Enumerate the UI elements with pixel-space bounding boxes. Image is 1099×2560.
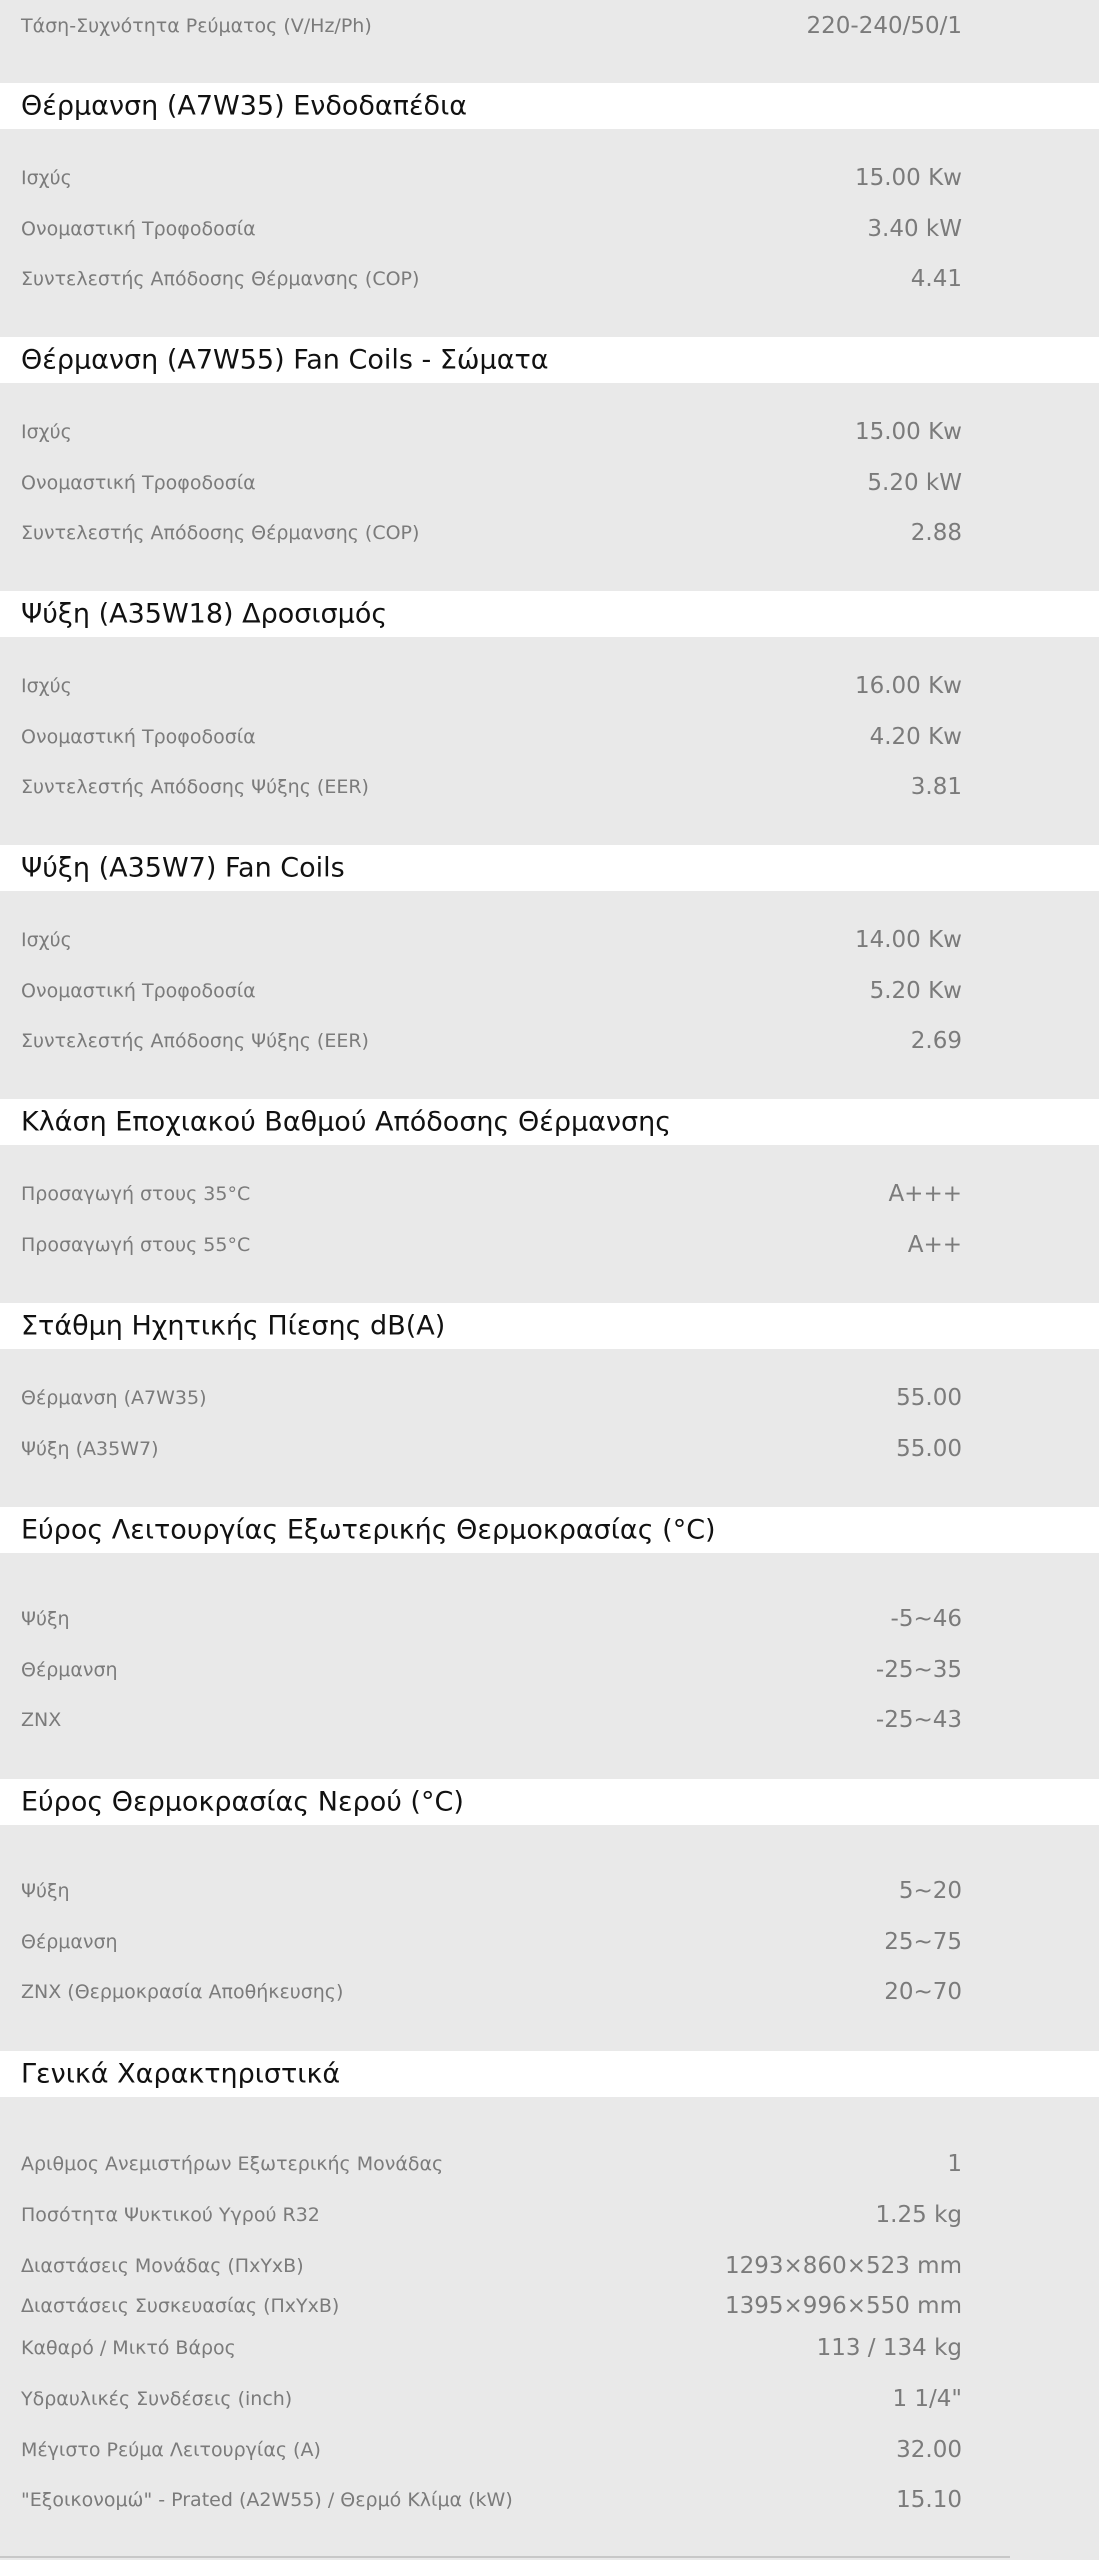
section-body-seasonal-class xyxy=(0,1145,1099,1303)
spec-label: Μέγιστο Ρεύμα Λειτουργίας (A) xyxy=(21,2439,321,2461)
spec-label: Υδραυλικές Συνδέσεις (inch) xyxy=(21,2388,293,2410)
spec-label: Θέρμανση (A7W35) xyxy=(21,1387,207,1409)
spec-row xyxy=(0,1927,1099,1957)
section-body-cooling-a35w7 xyxy=(0,891,1099,1099)
voltage-frequency-block xyxy=(0,0,1099,83)
spec-row xyxy=(0,1230,1099,1260)
spec-value: 1395×996×550 mm xyxy=(725,2293,962,2319)
spec-label: Συντελεστής Απόδοσης Θέρμανσης (COP) xyxy=(21,522,420,544)
spec-value: 5.20 kW xyxy=(867,470,962,496)
spec-label: ZNX xyxy=(21,1709,62,1731)
section-header-water-temp-range xyxy=(0,1779,1099,1825)
spec-row xyxy=(0,2200,1099,2230)
spec-label: "Εξοικονομώ" - Prated (A2W55) / Θερμό Κλίμα (kW) xyxy=(21,2489,513,2511)
section-title: Εύρος Λειτουργίας Εξωτερικής Θερμοκρασίας (°C) xyxy=(21,1514,716,1546)
section-header-cooling-a35w7 xyxy=(0,845,1099,891)
spec-label: Ψύξη xyxy=(21,1880,70,1902)
spec-value: 3.40 kW xyxy=(867,216,962,242)
section-header-general-features xyxy=(0,2051,1099,2097)
spec-label: Διαστάσεις Μονάδας (ΠxΥxΒ) xyxy=(21,2255,304,2277)
spec-row xyxy=(0,1705,1099,1735)
spec-label: Ονομαστική Τροφοδοσία xyxy=(21,472,256,494)
spec-value: -25~35 xyxy=(875,1657,962,1683)
spec-label: Τάση-Συχνότητα Ρεύματος (V/Hz/Ph) xyxy=(21,15,372,37)
section-body-cooling-a35w18 xyxy=(0,637,1099,845)
spec-value: 2.88 xyxy=(910,520,962,546)
spec-value: A++ xyxy=(907,1232,962,1258)
spec-row xyxy=(0,518,1099,548)
section-title: Γενικά Χαρακτηριστικά xyxy=(21,2058,341,2090)
spec-value: 113 / 134 kg xyxy=(816,2335,962,2361)
spec-label: Ψύξη (A35W7) xyxy=(21,1438,159,1460)
spec-label: ZNX (Θερμοκρασία Αποθήκευσης) xyxy=(21,1981,344,2003)
section-header-outdoor-temp-range xyxy=(0,1507,1099,1553)
spec-row xyxy=(0,2435,1099,2465)
section-body-heating-a7w55 xyxy=(0,383,1099,591)
spec-label: Ισχύς xyxy=(21,675,72,697)
spec-label: Ισχύς xyxy=(21,421,72,443)
spec-row xyxy=(0,2149,1099,2179)
spec-label: Ισχύς xyxy=(21,167,72,189)
spec-row xyxy=(0,2251,1099,2281)
spec-row xyxy=(0,468,1099,498)
spec-label: Θέρμανση xyxy=(21,1931,118,1953)
spec-label: Ονομαστική Τροφοδοσία xyxy=(21,218,256,240)
spec-value: 32.00 xyxy=(896,2437,962,2463)
spec-row xyxy=(0,417,1099,447)
spec-label: Συντελεστής Απόδοσης Ψύξης (EER) xyxy=(21,1030,369,1052)
spec-row-voltage-frequency xyxy=(0,11,1099,41)
section-header-seasonal-class xyxy=(0,1099,1099,1145)
spec-row xyxy=(0,1434,1099,1464)
section-body-water-temp-range xyxy=(0,1825,1099,2051)
spec-value: 1 1/4" xyxy=(892,2386,962,2412)
spec-value: 5.20 Kw xyxy=(869,978,962,1004)
spec-row xyxy=(0,1179,1099,1209)
spec-row xyxy=(0,772,1099,802)
spec-row xyxy=(0,976,1099,1006)
spec-row xyxy=(0,2384,1099,2414)
section-header-sound-pressure xyxy=(0,1303,1099,1349)
spec-value: 4.20 Kw xyxy=(869,724,962,750)
spec-row xyxy=(0,2485,1099,2515)
spec-value: 55.00 xyxy=(896,1436,962,1462)
spec-label: Ονομαστική Τροφοδοσία xyxy=(21,980,256,1002)
spec-label: Αριθμος Ανεμιστήρων Εξωτερικής Μονάδας xyxy=(21,2153,444,2175)
spec-label: Συντελεστής Απόδοσης Ψύξης (EER) xyxy=(21,776,369,798)
spec-row xyxy=(0,1977,1099,2007)
spec-value: 1 xyxy=(947,2151,962,2177)
spec-value: -5~46 xyxy=(890,1606,962,1632)
spec-value: 3.81 xyxy=(910,774,962,800)
spec-value: 1.25 kg xyxy=(875,2202,962,2228)
spec-value: 25~75 xyxy=(884,1929,962,1955)
spec-row xyxy=(0,1604,1099,1634)
bottom-divider xyxy=(0,2556,1010,2558)
section-header-heating-a7w35 xyxy=(0,83,1099,129)
section-header-cooling-a35w18 xyxy=(0,591,1099,637)
section-body-sound-pressure xyxy=(0,1349,1099,1507)
section-title: Ψύξη (A35W7) Fan Coils xyxy=(21,852,345,884)
spec-row xyxy=(0,2333,1099,2363)
spec-label: Ισχύς xyxy=(21,929,72,951)
section-body-general-features xyxy=(0,2097,1099,2560)
spec-value: 15.00 Kw xyxy=(854,165,962,191)
spec-value: 220-240/50/1 xyxy=(806,13,962,39)
spec-value: 5~20 xyxy=(898,1878,962,1904)
spec-label: Διαστάσεις Συσκευασίας (ΠxΥxΒ) xyxy=(21,2295,340,2317)
spec-label: Ψύξη xyxy=(21,1608,70,1630)
spec-row xyxy=(0,214,1099,244)
spec-value: 15.00 Kw xyxy=(854,419,962,445)
spec-row xyxy=(0,1383,1099,1413)
spec-label: Ποσότητα Ψυκτικού Υγρού R32 xyxy=(21,2204,320,2226)
spec-value: 1293×860×523 mm xyxy=(725,2253,962,2279)
spec-row xyxy=(0,671,1099,701)
spec-row xyxy=(0,1026,1099,1056)
spec-row xyxy=(0,1655,1099,1685)
spec-value: -25~43 xyxy=(875,1707,962,1733)
section-body-outdoor-temp-range xyxy=(0,1553,1099,1779)
spec-row xyxy=(0,722,1099,752)
spec-value: 14.00 Kw xyxy=(854,927,962,953)
spec-value: A+++ xyxy=(888,1181,962,1207)
section-body-heating-a7w35 xyxy=(0,129,1099,337)
spec-row xyxy=(0,163,1099,193)
section-title: Εύρος Θερμοκρασίας Νερού (°C) xyxy=(21,1786,464,1818)
spec-value: 55.00 xyxy=(896,1385,962,1411)
spec-row xyxy=(0,925,1099,955)
section-title: Κλάση Εποχιακού Βαθμού Απόδοσης Θέρμανσης xyxy=(21,1106,672,1138)
spec-label: Θέρμανση xyxy=(21,1659,118,1681)
spec-value: 16.00 Kw xyxy=(854,673,962,699)
spec-label: Προσαγωγή στους 55°C xyxy=(21,1234,251,1256)
spec-value: 15.10 xyxy=(896,2487,962,2513)
spec-row xyxy=(0,2291,1099,2321)
section-title: Ψύξη (A35W18) Δροσισμός xyxy=(21,598,388,630)
section-title: Θέρμανση (A7W35) Ενδοδαπέδια xyxy=(21,90,468,122)
spec-value: 20~70 xyxy=(884,1979,962,2005)
section-title: Θέρμανση (A7W55) Fan Coils - Σώματα xyxy=(21,344,549,376)
spec-row xyxy=(0,264,1099,294)
section-title: Στάθμη Ηχητικής Πίεσης dB(A) xyxy=(21,1310,446,1342)
spec-row xyxy=(0,1876,1099,1906)
spec-label: Συντελεστής Απόδοσης Θέρμανσης (COP) xyxy=(21,268,420,290)
section-header-heating-a7w55 xyxy=(0,337,1099,383)
spec-label: Προσαγωγή στους 35°C xyxy=(21,1183,251,1205)
spec-value: 4.41 xyxy=(910,266,962,292)
spec-label: Ονομαστική Τροφοδοσία xyxy=(21,726,256,748)
spec-value: 2.69 xyxy=(910,1028,962,1054)
spec-label: Καθαρό / Μικτό Βάρος xyxy=(21,2337,236,2359)
